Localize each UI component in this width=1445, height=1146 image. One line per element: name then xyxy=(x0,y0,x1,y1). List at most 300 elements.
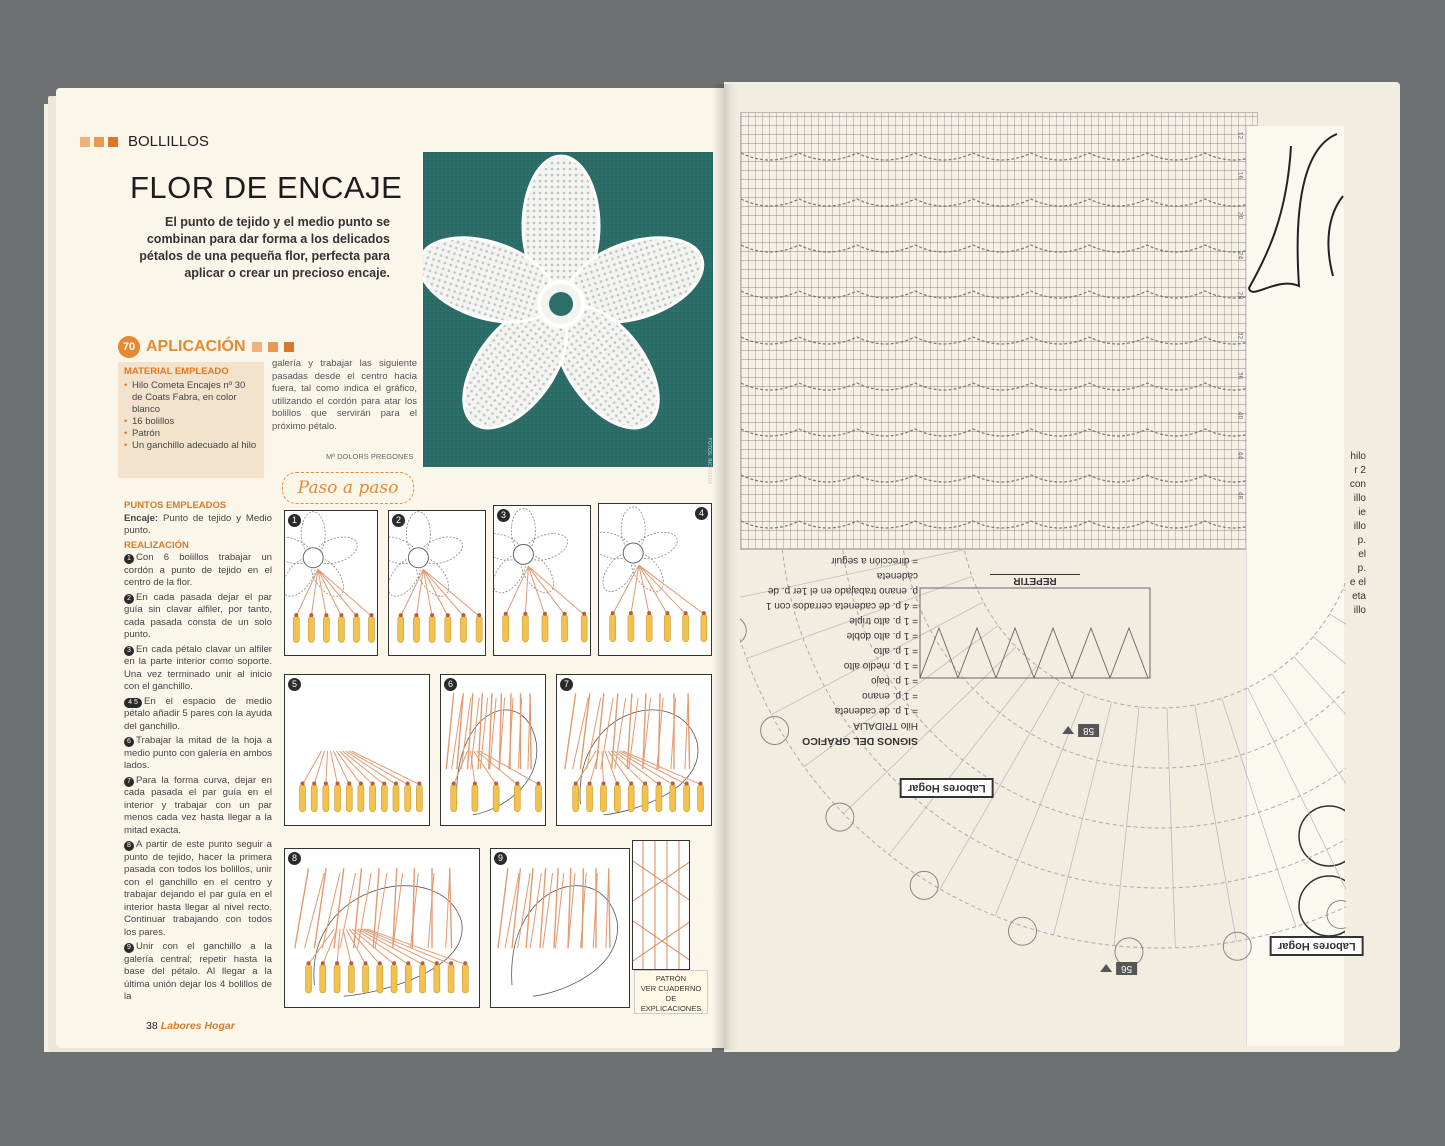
puntos-text xyxy=(124,513,272,538)
motif-triangle xyxy=(1034,628,1072,678)
bobbin xyxy=(701,614,707,642)
arrow-icon xyxy=(1100,965,1112,973)
bobbin xyxy=(451,784,457,811)
thread-line xyxy=(450,868,452,948)
thread-line xyxy=(639,565,649,614)
step-badge: 9 xyxy=(494,852,507,865)
bobbin xyxy=(536,784,542,811)
tag-square-icon xyxy=(94,137,104,147)
page-number: 38 xyxy=(146,1020,158,1032)
thread-line xyxy=(639,565,668,614)
legend-item: = 1 p. de cadeneta xyxy=(834,705,918,716)
bobbin xyxy=(646,614,652,642)
bobbin xyxy=(323,784,329,811)
chain-stitch-row xyxy=(741,245,1259,252)
materials-item: • Un ganchillo adecuado al hilo xyxy=(124,440,258,452)
bobbin xyxy=(416,784,422,811)
legend-item: = 4 p. de cadeneta cerrados con 1 p. enano trabajado en el 1er p. de cadeneta xyxy=(765,570,918,611)
bobbin-bead xyxy=(494,781,498,785)
bobbin xyxy=(600,784,606,811)
thread-line xyxy=(446,693,453,769)
legend-item: = 1 p. bajo xyxy=(871,675,918,686)
side-text-fragment: p. xyxy=(1357,535,1366,546)
bobbin-bead xyxy=(301,781,305,785)
bobbin-bead xyxy=(601,781,605,785)
legend-item: = 1 p. alto xyxy=(873,645,918,656)
lace-ring xyxy=(960,548,1346,708)
bobbin-bead xyxy=(615,781,619,785)
thread-line xyxy=(620,751,687,784)
bobbin-bead xyxy=(294,613,298,617)
bobbin-bead xyxy=(421,961,425,965)
thread-line xyxy=(364,929,451,964)
middle-column-text: galería y trabajar las siguiente pasadas desde el centro hacia fuera, tal como indica el gráfico, utilizando el cordón para atar los bolillos que servirán para el próximo pétalo. xyxy=(272,358,417,432)
thread-line xyxy=(343,929,351,964)
thread-line xyxy=(346,751,396,784)
bobbin-diagram xyxy=(491,849,630,1008)
bobbin-bead xyxy=(629,781,633,785)
step-illustration xyxy=(556,674,712,826)
chain-stitch-row xyxy=(741,153,1259,160)
lace-spoke xyxy=(1222,698,1296,926)
bobbin-bead xyxy=(435,961,439,965)
bobbin xyxy=(448,964,454,993)
bobbin xyxy=(346,784,352,811)
bobbin xyxy=(335,784,341,811)
step-badge: 2 xyxy=(392,514,405,527)
lace-scallop xyxy=(910,871,938,899)
motif-triangle xyxy=(958,628,996,678)
thread-line xyxy=(525,566,528,614)
tag-square-icon xyxy=(80,137,90,147)
bobbin xyxy=(334,964,340,993)
step-badge: 7 xyxy=(560,678,573,691)
bobbin-diagram xyxy=(557,675,712,826)
thread-line xyxy=(322,873,340,948)
bobbin-bead xyxy=(523,612,527,616)
bobbin xyxy=(683,614,689,642)
thread-line xyxy=(565,693,576,769)
chain-stitch-row xyxy=(741,521,1259,528)
chain-stitch-row xyxy=(741,475,1259,482)
tag-square-icon xyxy=(268,342,278,352)
lace-scallop xyxy=(1008,917,1036,945)
step-badge: 5 xyxy=(288,678,301,691)
bobbin-bead xyxy=(647,611,651,615)
ruler-number: 36 xyxy=(1236,371,1244,380)
application-title: APLICACIÓN xyxy=(146,338,246,355)
instruction-text: En cada pétalo clavar un alfiler en la parte interior como soporte. Una vez terminado unir al inicio con el ganchillo. xyxy=(124,643,272,692)
step-illustration xyxy=(284,848,480,1008)
chain-stitch-row xyxy=(741,337,1259,344)
thread-line xyxy=(580,693,589,769)
side-text-fragment: illo xyxy=(1353,521,1366,532)
motif-triangle xyxy=(920,628,958,678)
thread-line xyxy=(423,569,448,616)
lace-flower-photo xyxy=(423,152,713,467)
bobbin xyxy=(476,616,482,642)
bobbin-bead xyxy=(382,781,386,785)
patron-line: DE EXPLICACIONES xyxy=(640,994,702,1013)
bobbin-bead xyxy=(543,612,547,616)
side-text-fragment: illo xyxy=(1353,605,1366,616)
bobbin xyxy=(462,964,468,993)
legend-thread: Hilo TRIDALIA xyxy=(853,720,918,731)
bobbin-bead xyxy=(406,781,410,785)
instruction-text: Unir con el ganchillo a la galería central; repetir hasta la base del pétalo. Al llegar a la última unión dejar los 4 bolillos de la xyxy=(124,941,272,1002)
instruction-step xyxy=(124,552,272,590)
bobbin xyxy=(493,784,499,811)
bobbin xyxy=(377,964,383,993)
instruction-text: En el espacio de medio pétalo añadir 5 pares con la ayuda del ganchillo. xyxy=(124,695,272,732)
tag-square-icon xyxy=(108,137,118,147)
puntos-heading: PUNTOS EMPLEADOS xyxy=(124,500,227,511)
bobbin xyxy=(514,784,520,811)
motif-triangle xyxy=(996,628,1034,678)
lace-spoke xyxy=(1313,637,1346,791)
legend-item: = 1 p. alto doble xyxy=(846,630,918,641)
bobbin-bead xyxy=(309,613,313,617)
bobbin-bead xyxy=(378,961,382,965)
magazine-spine xyxy=(712,84,738,1050)
lace-scallop xyxy=(1223,932,1251,960)
bobbin xyxy=(670,784,676,811)
thread-line xyxy=(498,868,508,948)
bobbin-bead xyxy=(324,613,328,617)
thread-line xyxy=(318,569,357,616)
bobbin-diagram xyxy=(599,504,712,656)
thread-line xyxy=(554,868,558,948)
instruction-text: Trabajar la mitad de la hoja a medio punto con galería en ambos lados. xyxy=(124,735,272,771)
bobbin xyxy=(348,964,354,993)
step-number-badge: 7 xyxy=(124,777,134,787)
bobbin-bead xyxy=(588,781,592,785)
step-number-badge: 9 xyxy=(124,943,134,953)
bobbin-diagram xyxy=(389,511,486,656)
side-text-fragment: ie xyxy=(1358,507,1366,518)
paso-a-paso-label: Paso a paso xyxy=(282,472,414,504)
shape-outline xyxy=(580,710,698,815)
bobbin-bead xyxy=(461,613,465,617)
patron-line: PATRÓN xyxy=(655,974,687,983)
side-text-fragment: hilo xyxy=(1350,451,1366,462)
bobbin-bead xyxy=(657,781,661,785)
materials-item: • 16 bolillos xyxy=(124,416,258,428)
chain-stitch-row xyxy=(741,429,1259,436)
bobbin xyxy=(587,784,593,811)
thread-line xyxy=(318,569,326,616)
article-title: FLOR DE ENCAJE xyxy=(130,170,403,205)
step-number-badge: 1 xyxy=(124,554,134,564)
step-badge: 6 xyxy=(444,678,457,691)
bobbin-bead xyxy=(364,961,368,965)
thread-line xyxy=(334,751,350,784)
bobbin xyxy=(391,964,397,993)
bobbin-bead xyxy=(611,611,615,615)
bobbin-bead xyxy=(582,612,586,616)
bobbin-bead xyxy=(463,961,467,965)
ruler-number: 48 xyxy=(1236,491,1244,500)
thread-line xyxy=(477,751,518,784)
puntos-label: Encaje: xyxy=(124,512,159,524)
page-reference-56 xyxy=(1100,962,1137,975)
bobbin-bead xyxy=(563,612,567,616)
ruler-number: 44 xyxy=(1236,451,1244,460)
motif-triangle xyxy=(1072,628,1110,678)
author-credit: Mª DOLORS PREGONES xyxy=(326,452,414,461)
bobbin xyxy=(370,784,376,811)
bobbin xyxy=(698,784,704,811)
thread-line xyxy=(331,751,338,784)
bobbin-bead xyxy=(504,612,508,616)
bobbin-bead xyxy=(369,613,373,617)
step-illustration xyxy=(598,503,712,656)
flower-center xyxy=(303,548,323,568)
bobbin-bead xyxy=(312,781,316,785)
lace-flower-image xyxy=(423,152,713,467)
thread-line xyxy=(428,873,434,948)
bobbin xyxy=(338,616,344,642)
flower-center xyxy=(623,543,643,563)
legend-item: = 1 p. enano xyxy=(862,690,918,701)
bobbin-bead xyxy=(324,781,328,785)
lace-spoke xyxy=(1167,708,1175,948)
thread-line xyxy=(352,751,420,784)
bobbin-bead xyxy=(685,781,689,785)
step-illustration xyxy=(388,510,486,656)
bobbin xyxy=(353,616,359,642)
bobbin-bead xyxy=(702,611,706,615)
thread-line xyxy=(587,698,601,769)
bobbin-bead xyxy=(406,961,410,965)
bobbin xyxy=(306,964,312,993)
bobbin-bead xyxy=(371,781,375,785)
instructions-column xyxy=(124,498,272,1006)
side-text-fragment: p. xyxy=(1357,563,1366,574)
step-badge: 8 xyxy=(288,852,301,865)
step-number-badge: 8 xyxy=(124,841,134,851)
bobbin-bead xyxy=(392,961,396,965)
bobbin-bead xyxy=(335,961,339,965)
step-number-badge: 3 xyxy=(124,646,134,656)
thread-line xyxy=(295,868,309,948)
materials-item: • Hilo Cometa Encajes nº 30 de Coats Fabra, en color blanco xyxy=(124,380,258,416)
motif-triangle xyxy=(1110,628,1148,678)
repetir-label: REPETIR xyxy=(990,574,1080,586)
bobbin-diagram xyxy=(285,511,378,656)
bobbin-bead xyxy=(349,961,353,965)
bobbin-bead xyxy=(359,781,363,785)
lace-spoke xyxy=(1343,589,1346,687)
bobbin-bead xyxy=(699,781,703,785)
thread-line xyxy=(454,751,468,784)
bobbin xyxy=(542,615,548,642)
instruction-step xyxy=(124,592,272,642)
bobbin-diagram xyxy=(494,506,591,656)
pattern-detail xyxy=(632,840,690,970)
bobbin xyxy=(445,616,451,642)
shape-outline xyxy=(512,886,618,997)
thread-line xyxy=(614,751,659,784)
thread-line xyxy=(446,873,450,948)
bobbin-diagram xyxy=(285,675,430,826)
step-illustration xyxy=(284,674,430,826)
bobbin xyxy=(293,616,299,642)
bobbin xyxy=(420,964,426,993)
instruction-text: En cada pasada dejar el par guía sin clavar alfiler, por tanto, cada pasada consta de un solo punto. xyxy=(124,591,272,640)
bobbin xyxy=(434,964,440,993)
thread-line xyxy=(617,751,673,784)
bobbin-bead xyxy=(336,781,340,785)
step-number-badge: 2 xyxy=(124,594,134,604)
lace-spoke xyxy=(1272,674,1346,873)
lace-spoke xyxy=(1248,688,1346,904)
bobbin-bead xyxy=(473,781,477,785)
thread-line xyxy=(412,868,414,948)
legend-title: SIGNOS DEL GRÁFICO xyxy=(802,735,918,747)
instruction-step xyxy=(124,941,272,1004)
legend-item: = 1 p. alto triple xyxy=(849,615,918,626)
bobbin xyxy=(368,616,374,642)
brand-logo: Labores Hogar xyxy=(900,778,994,798)
flower-center xyxy=(408,548,428,568)
legend-item: = dirección a seguir xyxy=(831,555,918,566)
bobbin-bead xyxy=(671,781,675,785)
bobbin-bead xyxy=(339,613,343,617)
lace-spoke xyxy=(1330,614,1346,741)
bobbin-bead xyxy=(574,781,578,785)
instruction-step xyxy=(124,775,272,838)
bobbin xyxy=(664,614,670,642)
chart-legend xyxy=(758,555,918,748)
flower-center xyxy=(513,544,533,564)
bobbin-bead xyxy=(515,781,519,785)
step-number-badge: 4 5 xyxy=(124,698,142,708)
bobbin xyxy=(320,964,326,993)
thread-line xyxy=(318,569,372,616)
thread-line xyxy=(337,929,340,964)
ruler-number: 24 xyxy=(1236,251,1244,260)
thread-line xyxy=(318,569,342,616)
bobbin xyxy=(429,616,435,642)
step-badge: 1 xyxy=(288,514,301,527)
materials-heading: MATERIAL EMPLEADO xyxy=(124,366,229,377)
thread-line xyxy=(518,873,531,948)
lace-scallop xyxy=(1327,901,1346,929)
bobbin xyxy=(562,615,568,642)
bobbin-bead xyxy=(477,613,481,617)
instruction-text: Con 6 bolillos trabajar un cordón a punto de tejido en el centro de la flor. xyxy=(124,552,272,588)
thread-line xyxy=(528,698,530,769)
bobbin-bead xyxy=(307,961,311,965)
thread-line xyxy=(639,565,686,614)
bobbin xyxy=(308,616,314,642)
side-text-fragment: eta xyxy=(1352,591,1366,602)
tag-square-icon xyxy=(284,342,294,352)
bobbin xyxy=(503,615,509,642)
bobbin-bead xyxy=(629,611,633,615)
instruction-step xyxy=(124,696,272,734)
bobbin-bead xyxy=(446,613,450,617)
thread-line xyxy=(474,751,497,784)
thread-line xyxy=(688,693,690,769)
lace-spoke xyxy=(1294,657,1346,835)
lace-ring xyxy=(900,548,1346,768)
bobbin-bead xyxy=(394,781,398,785)
brand-logo: Labores Hogar xyxy=(1270,936,1364,956)
bobbin-diagram xyxy=(441,675,546,826)
thread-line xyxy=(528,566,564,614)
bobbin xyxy=(656,784,662,811)
thread-line xyxy=(671,698,676,769)
bobbin-bead xyxy=(643,781,647,785)
bobbin-bead xyxy=(684,611,688,615)
bobbin-bead xyxy=(414,613,418,617)
photo-credit: FOTOS: RICAMARE xyxy=(706,438,712,485)
instruction-step xyxy=(124,839,272,939)
thread-line xyxy=(340,751,373,784)
section-tag xyxy=(80,133,209,150)
bobbin-bead xyxy=(354,613,358,617)
chart-wave-rows xyxy=(741,113,1259,551)
bobbin xyxy=(684,784,690,811)
thread-line xyxy=(326,751,328,784)
thread-line xyxy=(639,565,704,614)
bobbin xyxy=(614,784,620,811)
step-illustration xyxy=(490,848,630,1008)
bobbin xyxy=(311,784,317,811)
lace-scallop xyxy=(826,803,854,831)
patron-line: VER CUADERNO xyxy=(640,984,702,993)
lace-spoke xyxy=(1195,705,1237,941)
ruler-number: 40 xyxy=(1236,411,1244,420)
thread-line xyxy=(314,868,326,948)
step-illustration xyxy=(284,510,378,656)
bobbin-bead xyxy=(399,613,403,617)
side-text-fragment: con xyxy=(1349,479,1366,490)
ruler-number: 28 xyxy=(1236,291,1244,300)
bobbin-diagram xyxy=(285,849,480,1008)
bobbin xyxy=(413,616,419,642)
bobbin xyxy=(358,784,364,811)
lace-spoke xyxy=(1114,707,1139,946)
thread-line xyxy=(590,751,599,784)
instruction-step xyxy=(124,735,272,773)
bobbin xyxy=(573,784,579,811)
ruler-number: 12 xyxy=(1236,131,1244,140)
realizacion-heading: REALIZACIÓN xyxy=(124,539,189,551)
thread-line xyxy=(423,569,463,616)
step-badge: 3 xyxy=(497,509,510,522)
side-text-fragment: illo xyxy=(1353,493,1366,504)
bobbin xyxy=(405,784,411,811)
bobbin-bead xyxy=(430,613,434,617)
chain-stitch-row xyxy=(741,383,1259,390)
section-label: BOLLILLOS xyxy=(128,133,209,150)
page-reference-58 xyxy=(1062,724,1099,737)
ruler-number: 32 xyxy=(1236,331,1244,340)
bobbin xyxy=(405,964,411,993)
bobbin xyxy=(381,784,387,811)
bobbin xyxy=(610,614,616,642)
bobbin-bead xyxy=(452,781,456,785)
thread-line xyxy=(423,569,432,616)
tag-square-icon xyxy=(252,342,262,352)
bobbin-bead xyxy=(417,781,421,785)
bobbin xyxy=(628,614,634,642)
bobbin xyxy=(522,615,528,642)
thread-line xyxy=(576,751,596,784)
